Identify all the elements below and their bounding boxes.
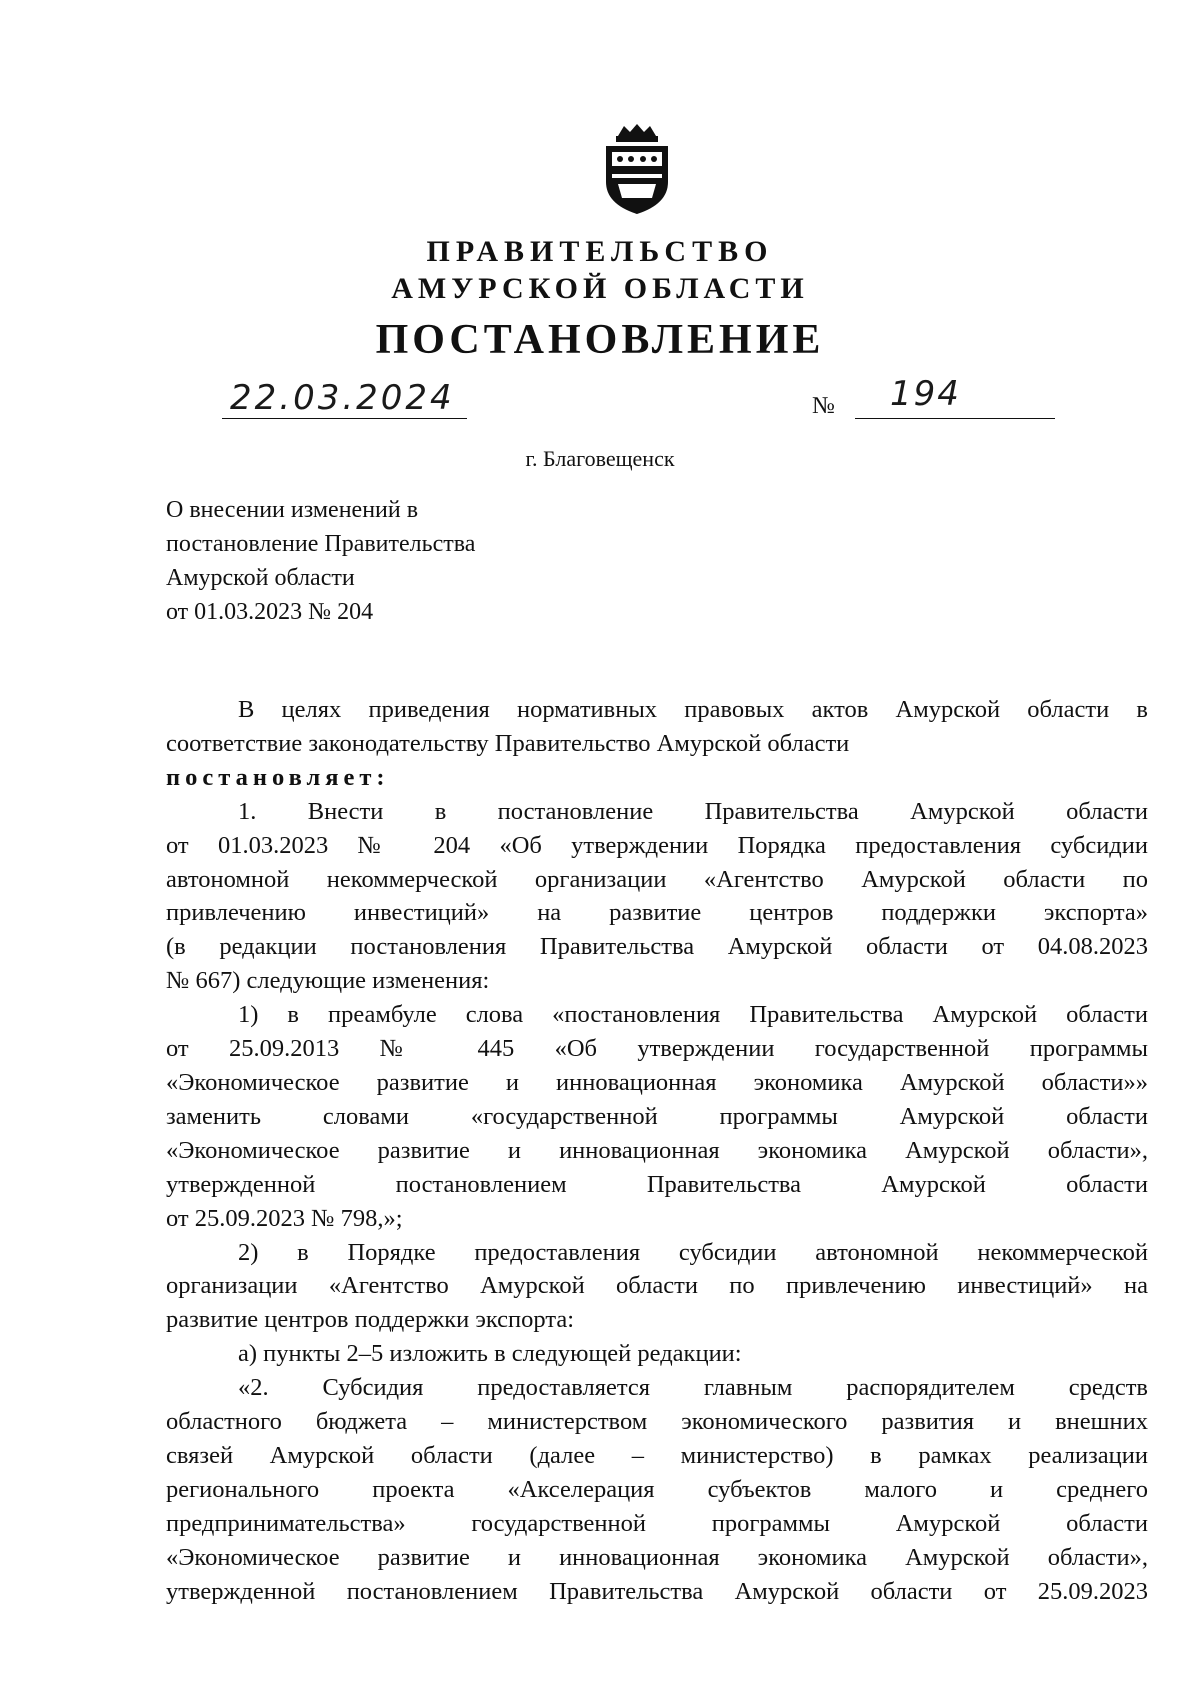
government-title: ПРАВИТЕЛЬСТВО [426,235,774,268]
body-line: предпринимательства» государственной программы Амурской области [166,1509,1148,1537]
body-line: регионального проекта «Акселерация субъектов малого и среднего [166,1475,1148,1503]
resolves-word: постановляет: [166,763,390,791]
body-line: «Экономическое развитие и инновационная экономика Амурской области», [166,1543,1148,1571]
body-line: от 25.09.2023 № 798,»; [166,1204,403,1232]
subject-line: Амурской области [166,565,355,591]
body-line: (в редакции постановления Правительства Амурской области от 04.08.2023 [166,933,1148,961]
body-line: утвержденной постановлением Правительства Амурской области от 25.09.2023 [166,1577,1148,1605]
document-body [166,693,1148,1608]
handwritten-number: 194 [890,374,961,414]
subject-line: от 01.03.2023 № 204 [166,599,374,625]
date-underline [222,418,467,419]
body-line: 2) в Порядке предоставления субсидии автономной некоммерческой [238,1238,1148,1266]
body-line: а) пункты 2–5 изложить в следующей редакции: [238,1340,742,1368]
number-sign: № [812,393,835,419]
subject-block [166,493,475,629]
body-line: заменить словами «государственной программы Амурской области [166,1102,1148,1130]
body-line: привлечению инвестиций» на развитие центров поддержки экспорта» [166,899,1148,927]
body-line: от 01.03.2023 № 204 «Об утверждении Порядка предоставления субсидии [166,831,1148,859]
body-line: связей Амурской области (далее – министерство) в рамках реализации [166,1441,1148,1469]
body-line: соответствие законодательству Правительство Амурской области [166,729,850,757]
body-line: областного бюджета – министерством экономического развития и внешних [166,1408,1148,1436]
body-line: В целях приведения нормативных правовых актов Амурской области в [238,696,1148,723]
body-line: 1. Внести в постановление Правительства Амурской области [238,797,1148,825]
document-type-title: ПОСТАНОВЛЕНИЕ [375,317,825,363]
body-line: организации «Агентство Амурской области по привлечению инвестиций» на [166,1272,1148,1300]
body-line: автономной некоммерческой организации «Агентство Амурской области по [166,865,1148,893]
coat-of-arms-emblem [598,122,676,216]
number-underline [855,418,1055,419]
subject-line: постановление Правительства [166,531,476,557]
body-line: «Экономическое развитие и инновационная экономика Амурской области»» [166,1068,1148,1096]
body-line: от 25.09.2013 № 445 «Об утверждении государственной программы [166,1035,1148,1063]
handwritten-date: 22.03.2024 [230,378,455,418]
body-line: «2. Субсидия предоставляется главным распорядителем средств [238,1374,1148,1402]
body-line: 1) в преамбуле слова «постановления Правительства Амурской области [238,1001,1148,1029]
region-title: АМУРСКОЙ ОБЛАСТИ [391,272,809,305]
body-line: № 667) следующие изменения: [166,967,490,995]
city-line: г. Благовещенск [525,446,675,471]
body-line: «Экономическое развитие и инновационная экономика Амурской области», [166,1136,1148,1164]
body-line: утвержденной постановлением Правительства Амурской области [166,1170,1148,1198]
subject-line: О внесении изменений в [166,497,419,523]
body-line: развитие центров поддержки экспорта: [166,1306,575,1334]
